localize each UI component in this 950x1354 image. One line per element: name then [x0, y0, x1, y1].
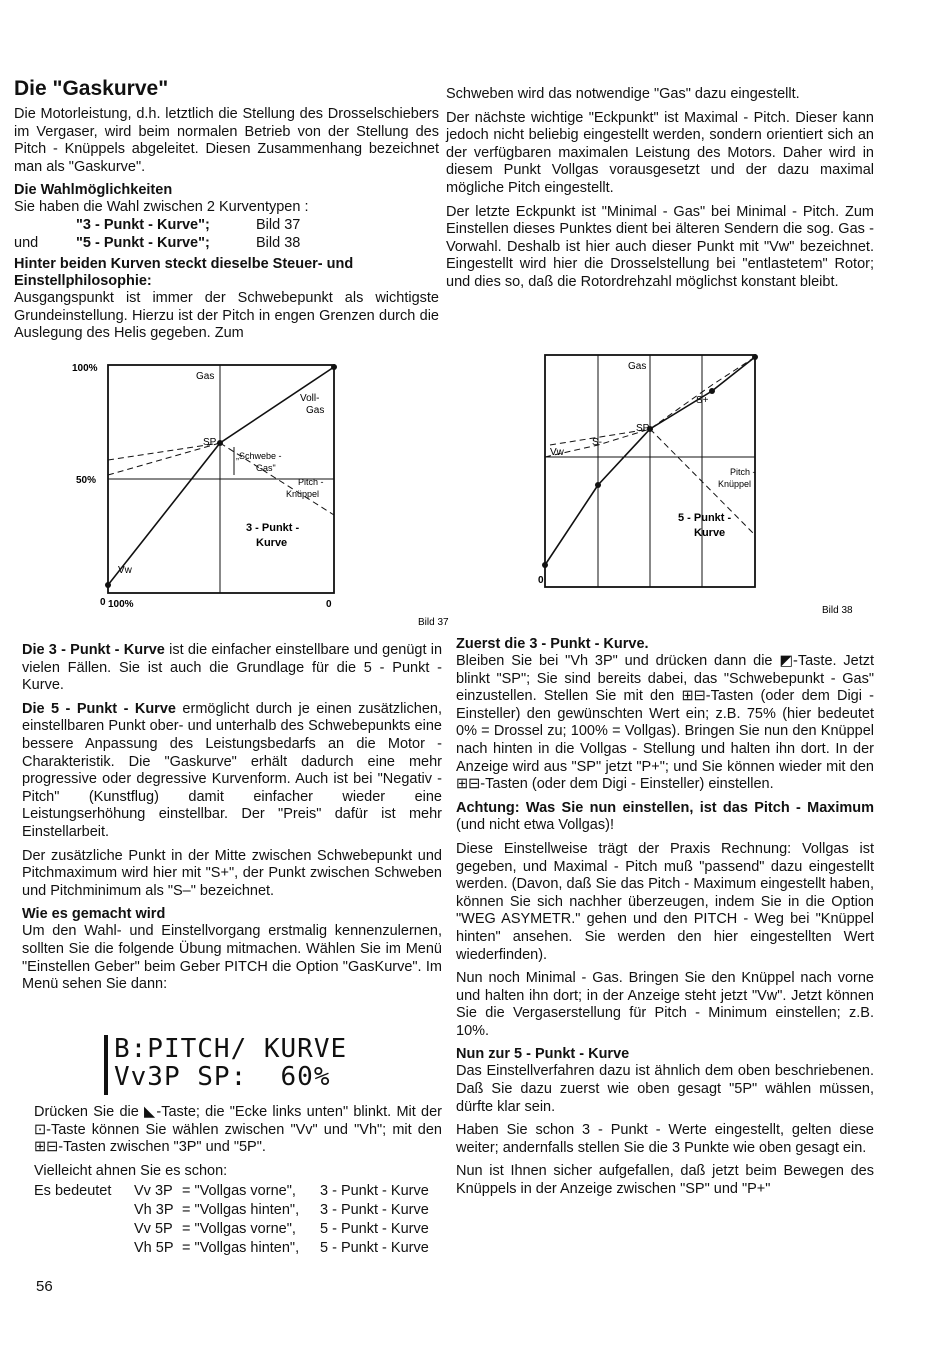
page-number: 56: [36, 1278, 53, 1295]
p-3punkt-bold: Die 3 - Punkt - Kurve: [22, 642, 165, 658]
kurve5-label: "5 - Punkt - Kurve";: [76, 234, 210, 251]
left-column-bottom2: [34, 1104, 442, 1258]
figure-bild37: [70, 355, 450, 630]
fig38-vw: Vw: [550, 447, 564, 458]
meaning-desc: = "Vollgas hinten",: [182, 1202, 300, 1219]
fig37-kurve1: 3 - Punkt -: [246, 522, 300, 534]
fig37-x100: 100%: [108, 599, 134, 610]
p-3punkt: [22, 642, 442, 695]
page-title: Die "Gaskurve": [14, 77, 169, 100]
meaning-row: [34, 1239, 442, 1258]
fig38-y0: 0: [538, 575, 544, 586]
meaning-row: [34, 1182, 442, 1201]
fig37-voll2: Gas: [306, 405, 325, 416]
meaning-kurve: 5 - Punkt - Kurve: [320, 1240, 429, 1257]
fig38-caption: Bild 38: [822, 605, 853, 616]
meaning-desc: = "Vollgas vorne",: [182, 1221, 296, 1238]
meaning-desc: = "Vollgas hinten",: [182, 1240, 300, 1257]
meaning-code: Vh 5P: [134, 1240, 174, 1257]
fig37-pitch2: Knüppel: [286, 489, 320, 499]
p-5punkt-bold: Die 5 - Punkt - Kurve: [22, 700, 176, 717]
fig38-pitch2: Knüppel: [718, 479, 752, 489]
p-achtung-bold: Achtung: Was Sie nun einstellen, ist das Pitch - Maximum: [456, 799, 874, 816]
p-druecken: Drücken Sie die ◣-Taste; die "Ecke links unten" blinkt. Mit der ⊡-Taste können Sie wählen zwischen "Vv" und "Vh"; mit den ⊞⊟-Tasten zwischen "3P" und "5P".: [34, 1104, 442, 1156]
fig38-gas: Gas: [628, 361, 647, 372]
fig37-vw-point: [105, 582, 111, 588]
heading-wie: Wie es gemacht wird: [22, 906, 166, 923]
right-column-top: [446, 86, 874, 298]
fig38-s-plus-point: [709, 388, 715, 394]
fig38-s-minus: S-: [592, 437, 602, 448]
meaning-code: Vh 3P: [134, 1202, 174, 1219]
heading-wahlmoeglichkeiten: Die Wahlmöglichkeiten: [14, 182, 173, 199]
left-column-top: [14, 78, 439, 349]
kurve3-line: [14, 217, 439, 235]
fig38-pitch1: Pitch -: [730, 467, 756, 477]
right-column-bottom: [456, 636, 874, 1205]
meaning-row: [34, 1220, 442, 1239]
p-achtung-text: (und nicht etwa Vollgas)!: [456, 817, 614, 834]
fig37-caption: Bild 37: [418, 617, 449, 628]
fig38-vw-point: [542, 562, 548, 568]
wahl-text: Sie haben die Wahl zwischen 2 Kurventypen :: [14, 199, 309, 216]
es-bedeutet: Es bedeutet: [34, 1183, 112, 1200]
fig38-sp: SP: [636, 423, 650, 434]
p-aufgefallen: Nun ist Ihnen sicher aufgefallen, daß jetzt beim Bewegen des Knüppels in der Anzeige zwischen "SP" und "P+": [456, 1163, 874, 1198]
p-5punkt: [22, 701, 442, 842]
p-3punkt-text: ist die einfacher einstellbare und genügt in vielen Fällen. Sie ist auch die Grundlage für die 5 - Punkt - Kurve.: [22, 642, 443, 694]
bild38-ref: Bild 38: [256, 234, 301, 251]
fig37-kurve2: Kurve: [256, 537, 288, 549]
fig37-sp: SP: [203, 437, 217, 448]
fig37-x0: 0: [326, 599, 332, 610]
fig38-s-plus: S+: [696, 395, 709, 406]
meaning-row: [34, 1201, 442, 1220]
fig37-y50: 50%: [76, 475, 97, 486]
p-diese: Diese Einstellweise trägt der Praxis Rechnung: Vollgas ist gegeben, und Maximal - Pitch muß "passend" dazu eingestellt werden. (Davon, daß Sie das Pitch - Maximum eingestellt haben, können Sie sich nachher überzeugen, indem Sie in die Option "WEG ASYMETR." gehen und den PITCH - Weg bei "Knüppel hinten" ansehen. Sie werden den hier eingestellten Wert wiederfinden).: [456, 840, 874, 963]
fig38-kurve1: 5 - Punkt -: [678, 512, 732, 524]
meaning-kurve: 3 - Punkt - Kurve: [320, 1202, 429, 1219]
p-uebung: Um den Wahl- und Einstellvorgang erstmalig kennenzulernen, sollten Sie die folgende Übung mitmachen. Wählen Sie im Menü "Einstellen Geber" beim Geber PITCH die Option "GasKurve". Im Menü sehen Sie dann:: [22, 923, 442, 993]
und-label: und: [14, 234, 39, 251]
p-haben: Haben Sie schon 3 - Punkt - Werte eingestellt, gelten diese weiter; andernfalls stellen Sie die 3 Punkte wie oben gesagt ein.: [456, 1122, 874, 1156]
heading-nun-5punkt: Nun zur 5 - Punkt - Kurve: [456, 1046, 630, 1063]
heading-hinter: Hinter beiden Kurven steckt dieselbe Steuer- und Einstellphilosophie:: [14, 256, 354, 290]
fig37-pitch1: Pitch -: [298, 477, 324, 487]
right-p1: Schweben wird das notwendige "Gas" dazu eingestellt.: [446, 86, 800, 102]
fig38-s-minus-point: [595, 482, 601, 488]
fig37-schwebe1: „Schwebe -: [236, 451, 282, 461]
meaning-kurve: 5 - Punkt - Kurve: [320, 1221, 429, 1238]
meaning-code: Vv 3P: [134, 1183, 173, 1200]
fig37-y100: 100%: [72, 363, 98, 374]
kurve3-label: "3 - Punkt - Kurve";: [76, 216, 210, 233]
fig37-vw: Vw: [118, 565, 132, 576]
ausgang-paragraph: Ausgangspunkt ist immer der Schwebepunkt als wichtigste Grundeinstellung. Hierzu ist der Pitch in engen Grenzen durch die Auslegung des Helis gegeben. Zum: [14, 290, 439, 342]
meaning-table: [34, 1182, 442, 1258]
right-p3: Der letzte Eckpunkt ist "Minimal - Gas" bei Minimal - Pitch. Zum Einstellen dieses Punktes dient bei älteren Sendern die sog. Gas - Vorwahl. Deshalb ist hier auch dieser Punkt mit "Vw" bezeichnet. Eingestellt wird hier die Drosselstellung bei "entlastetem" Rotor; und dies so, daß die Rotordrehzahl möglichst konstant bleibt.: [446, 203, 874, 290]
lcd-line2: Vv3P SP: 60%: [114, 1062, 331, 1092]
p-minimal: Nun noch Minimal - Gas. Bringen Sie den Knüppel nach vorne und halten ihn dort; in der Anzeige steht jetzt "Vw". Jetzt können Sie die Vergaserstellung für Pitch - Minimum einstellen; z.B. 10%.: [456, 970, 874, 1039]
lcd-line1: B:PITCH/ KURVE: [114, 1034, 348, 1064]
p-verfahren: Das Einstellverfahren dazu ist ähnlich dem oben beschriebenen. Daß Sie dazu zuerst wie oben gesagt "5P" wählen müssen, dürfte klar sein.: [456, 1063, 874, 1115]
left-column-bottom: [22, 642, 442, 1000]
meaning-desc: = "Vollgas vorne",: [182, 1183, 296, 1200]
fig37-gas: Gas: [196, 371, 215, 382]
kurve5-line: [14, 235, 439, 253]
fig37-max-point: [331, 364, 337, 370]
lcd-display: [104, 1035, 354, 1095]
fig37-sp-point: [217, 440, 223, 446]
fig37-voll1: Voll-: [300, 393, 320, 404]
p-achtung: [456, 800, 874, 835]
heading-zuerst: Zuerst die 3 - Punkt - Kurve.: [456, 636, 649, 652]
right-p2: Der nächste wichtige "Eckpunkt" ist Maximal - Pitch. Dieser kann jedoch nicht beliebig eingestellt werden, sondern orientiert sich an der verfügbaren maximalen Leistung des Motors. Daher wird in diesem Punkt Vollgas vorausgesetzt und der dazu maximal mögliche Pitch eingestellt.: [446, 109, 874, 196]
figure-bild38: [450, 345, 870, 620]
fig37-schwebe2: Gas": [256, 463, 276, 473]
p-vielleicht: Vielleicht ahnen Sie es schon:: [34, 1162, 228, 1179]
meaning-code: Vv 5P: [134, 1221, 173, 1238]
fig37-y0: 0: [100, 597, 106, 608]
p-zusaetzlich: Der zusätzliche Punkt in der Mitte zwischen Schwebepunkt und Pitchmaximum wird hier mit "S+", der Punkt zwischen Schweben und Pitchminimum als "S–" bezeichnet.: [22, 847, 442, 899]
fig38-kurve2: Kurve: [694, 527, 726, 539]
fig38-max-point: [752, 354, 758, 360]
p-bleiben: Bleiben Sie bei "Vh 3P" und drücken dann die ◩-Taste. Jetzt blinkt "SP"; Sie sind bereits dabei, das "Schwebepunkt - Gas" einzustellen. Stellen Sie mit den ⊞⊟-Tasten (oder dem Digi - Einsteller) den gewünschten Wert ein; z.B. 75% (hier bedeutet 0% = Drossel zu; 100% = Vollgas). Bringen Sie nun den Knüppel nach hinten in die Vollgas - Stellung und halten ihn dort. In der Anzeige wird aus "SP" jetzt "P+"; und Sie können wieder mit den ⊞⊟-Tasten (oder dem Digi - Einsteller) einstellen.: [456, 653, 874, 793]
bild37-ref: Bild 37: [256, 216, 301, 233]
p-5punkt-text: ermöglicht durch je einen zusätzlichen, einstellbaren Punkt ober- und unterhalb des Schwebepunkts eine bessere Anpassung des Leistungsbedarfs an die Motor - Charakteristik. Die "Gaskurve" erhält dadurch eine mehr progressive oder degressive Kurvenform. Auch ist bei "Negativ - Pitch" (Kunstflug) damit einfacher wieder eine Leistungserhöhung einstellbar. Der "Preis" dafür ist mehr Einstellarbeit.: [22, 700, 443, 840]
intro-paragraph: Die Motorleistung, d.h. letztlich die Stellung des Drosselschiebers im Vergaser, wird beim normalen Betrieb von der Stellung des Pitch - Knüppels abgeleitet. Diesen Zusammenhang bezeichnet man als "Gaskurve".: [14, 106, 439, 175]
meaning-kurve: 3 - Punkt - Kurve: [320, 1183, 429, 1200]
